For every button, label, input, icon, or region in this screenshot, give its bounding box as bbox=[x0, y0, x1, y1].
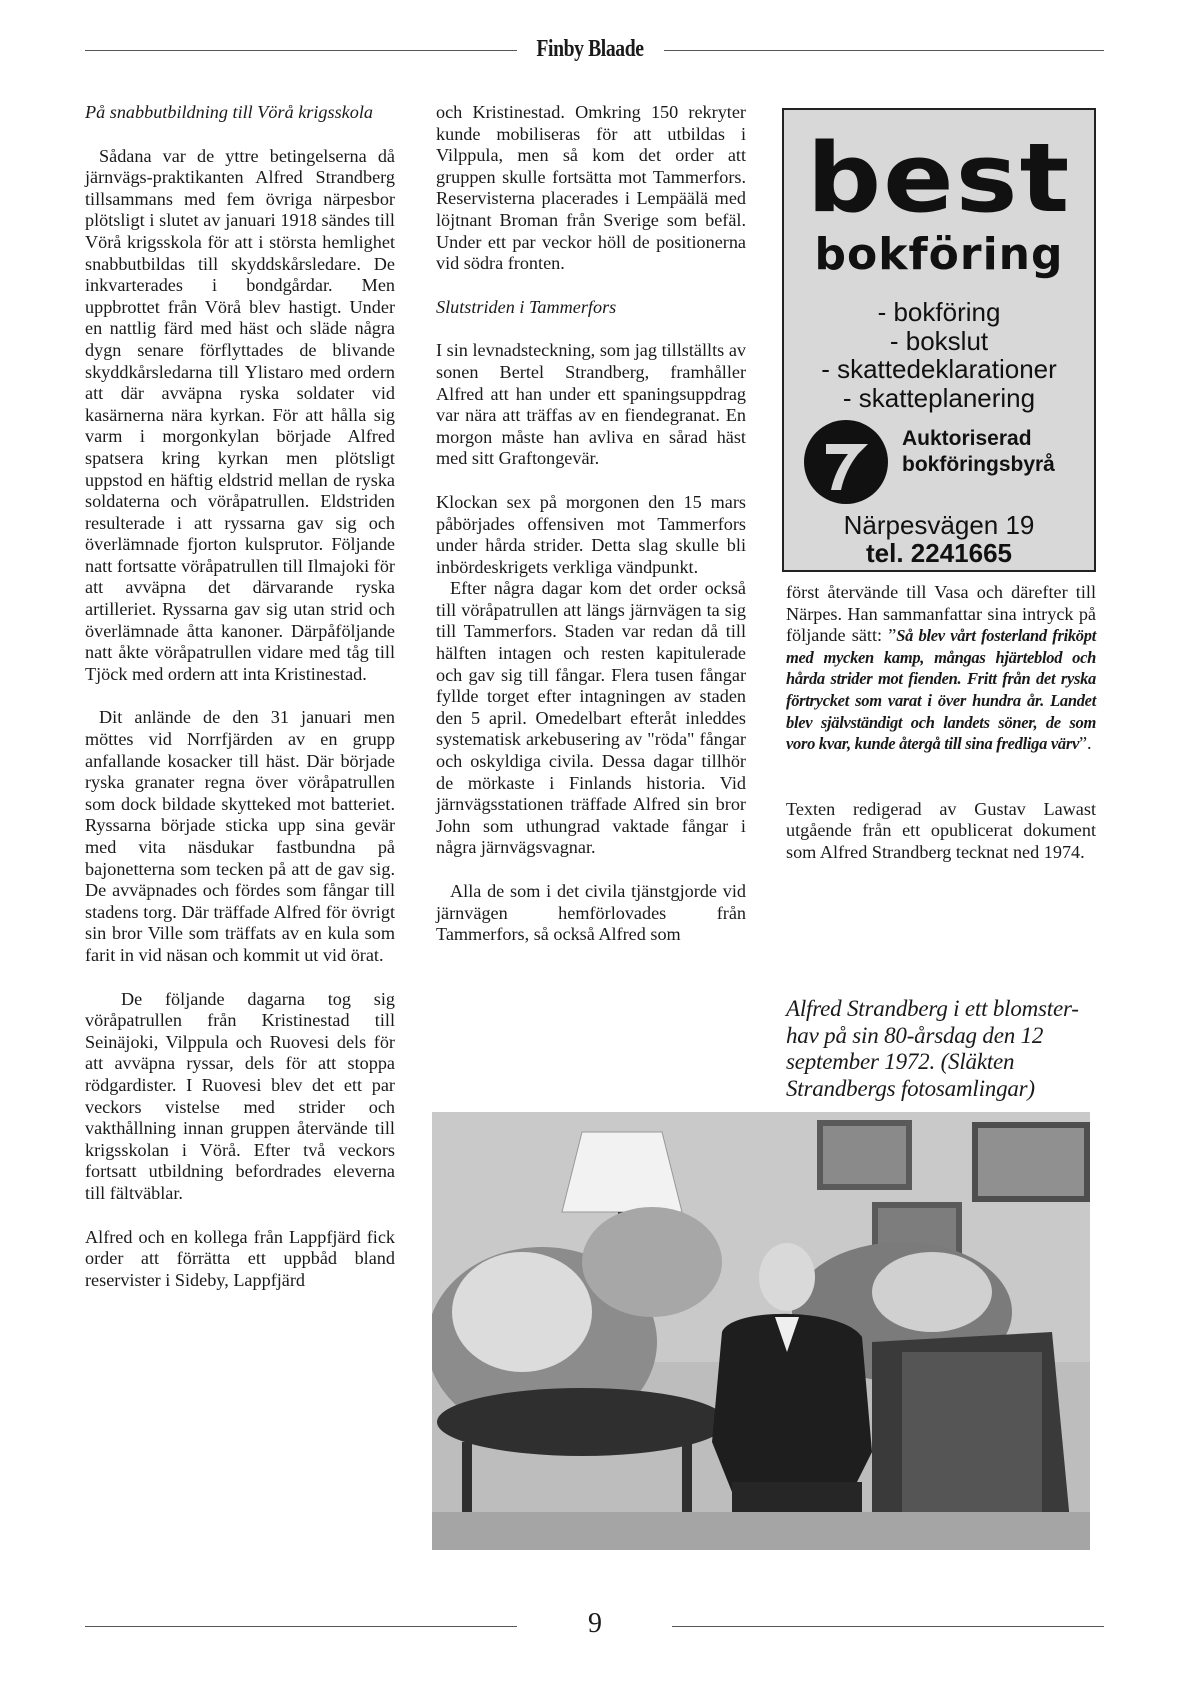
photo-caption: Alfred Strandberg i ett blomster-hav på sin 80-årsdag den 12 september 1972. (Släkten Strandbergs fotosamlingar) bbox=[786, 996, 1079, 1101]
header-rule-left bbox=[85, 50, 517, 51]
paragraph: Klockan sex på morgonen den 15 mars påbörjades offensiven mot Tammerfors under hårda strider. Detta slag skulle bli inbördeskrigets verkliga vändpunkt. bbox=[436, 491, 746, 577]
footer-rule-right bbox=[672, 1626, 1104, 1627]
paragraph: och Kristinestad. Omkring 150 rekryter kunde mobiliseras för att utbildas i Vilppula, men så kom det order att gruppen skulle fortsätta mot Tammerfors. Reservisterna placerades i Lempäälä med löjtnant Broman från Sverige som befäl. Under ett par veckor höll de positionerna vid södra fronten. bbox=[436, 102, 746, 274]
article-column-1 bbox=[85, 102, 395, 1291]
ad-address: Närpesvägen 19 bbox=[843, 510, 1035, 540]
paragraph: Alla de som i det civila tjänstgjorde vid järnvägen hemförlovades från Tammerfors, så också Alfred som bbox=[436, 881, 746, 945]
ad-authorised: Auktoriserad bokföringsbyrå bbox=[902, 427, 1055, 476]
paragraph: Efter några dagar kom det order också till vöråpatrullen att längs järnvägen ta sig till Tammerfors. Staden var redan då till hälften intagen och resten kapitulerade och gav sig till fångar. Flera tusen fångar fyllde torget efter intagningen av staden den 5 april. Omedelbart efteråt inleddes systematisk arkebusering av "röda" fångar och oskyldiga civila. Dessa dagar tillhör de mörkaste i Finlands historia. Vid järnvägsstationen träffade Alfred sin bror John som uthungrad vaktade fångar i några järnvägsvagnar. bbox=[436, 578, 746, 858]
paragraph: Dit anlände de den 31 januari men möttes vid Norrfjärden av en grupp anfallande kosacker till häst. Där började ryska granater regna över vöråpatrullen som dock bildade skytteked mot batteriet. Ryssarna började sticka upp sina gevär med vita näsdukar fastbundna på bajonetterna som tecken på att de gav sig. De avväpnades och fördes som fångar till stadens torg. Där träffade Alfred för övrigt sin bror Ville som träffats av en kula som farit in vid näsan och kommit ut vid örat. bbox=[85, 707, 395, 965]
paragraph: I sin levnadsteckning, som jag tillställts av sonen Bertel Strandberg, framhåller Alfred att han under ett spaningsuppdrag var nära att träffas av en fiendegranat. En morgon måste han avliva en sårad häst med sitt Graftongevär. bbox=[436, 340, 746, 469]
ad-service-item: - bokslut bbox=[889, 325, 989, 356]
ad-contact bbox=[790, 511, 1088, 567]
section-heading-vora: På snabbutbildning till Vörå krigsskola bbox=[85, 102, 373, 122]
birthday-photo bbox=[432, 1112, 1090, 1550]
page-number: 9 bbox=[588, 1608, 602, 1639]
editor-note: Texten redigerad av Gustav Lawast utgående från ett opublicerat dokument som Alfred Strandberg tecknat ned 1974. bbox=[786, 798, 1096, 862]
ad-logo: best bbox=[806, 121, 1072, 235]
advertisement-best-bokforing bbox=[782, 108, 1096, 572]
ad-services bbox=[790, 298, 1088, 412]
ad-subtitle: bokföring bbox=[814, 229, 1064, 280]
publication-title: Finby Blaade bbox=[536, 36, 644, 62]
paragraph: De följande dagarna tog sig vöråpatrullen från Kristinestad till Seinäjoki, Vilppula och Ruovesi dels för att avväpna ryssar, dels för att stoppa rödgardister. I Ruovesi blev det ett par veckors vistelse med strider och vakthållning innan gruppen återvände till krigsskolan i Vörå. Efter två veckors fortsatt utbildning befordrades eleverna till fältväblar. bbox=[85, 988, 395, 1203]
paragraph: Sådana var de yttre betingelserna då järnvägs-praktikanten Alfred Strandberg tillsammans med fem övriga närpesbor plötsligt i slutet av januari 1918 sändes till Vörå krigsskola för att i största hemlighet snabbutbildas till skyddskårsledare. De inkvarterades i bondgårdar. Men uppbrottet från Vörå blev hastigt. Under en nattlig färd med häst och släde några dygn senare förflyttades de blivande skyddkårsledarna till Ylistaro med ordern att där avväpna ryska soldater vid kasärnerna nära kyrkan. För att hålla sig varm i morgonkylan började Alfred spatsera kring kyrkan men plötsligt uppstod en häftig eldstrid mellan de ryska soldaterna och vöråpatrullen. Eldstriden resulterade i att ryssarna gav sig och överlämnade fjorton kulsprutor. Följande natt fortsatte vöråpatrullen till Ilmajoki för att avväpna det därvarande ryska artilleriet. Ryssarna gav sig utan strid och överlämnade åtta kanoner. Därpåföljande natt åkte vöråpatrullen vidare med tåg till Tjöck med ordern att inta Kristinestad. bbox=[85, 145, 395, 684]
paragraph-with-quote: först återvände till Vasa och därefter till Närpes. Han sammanfattar sina intryck på följande sätt: ”Så blev vårt fosterland friköpt med mycken kamp, mångas hjärteblod och hårda strider mot fienden. Fritt från det ryska förtrycket som varat i över hundra år. Landet blev självständigt och landets söner, de som voro kvar, kunde återgå till sina fredliga värv”. bbox=[786, 582, 1096, 754]
ad-service-item: - skatteplanering bbox=[842, 382, 1036, 413]
article-column-3 bbox=[786, 582, 1096, 864]
header-rule-right bbox=[664, 50, 1104, 51]
article-column-2 bbox=[436, 102, 746, 946]
accountant-seal-icon bbox=[804, 420, 888, 504]
footer-rule-left bbox=[85, 1626, 517, 1627]
ad-service-item: - bokföring bbox=[877, 297, 1001, 327]
section-heading-tammerfors: Slutstriden i Tammerfors bbox=[436, 296, 617, 317]
paragraph: Alfred och en kollega från Lappfjärd fick order att förrätta ett uppbåd bland reservister i Sideby, Lappfjärd bbox=[85, 1226, 395, 1290]
ad-service-item: - skattedeklarationer bbox=[821, 354, 1057, 384]
quote: Så blev vårt fosterland friköpt med mycken kamp, mångas hjärteblod och hårda strider mot fienden. Fritt från det ryska förtrycket som varat i över hundra år. Landet blev självständigt och landets söner, de som voro kvar, kunde återgå till sina fredliga värv bbox=[786, 626, 1096, 754]
ad-phone: tel. 2241665 bbox=[865, 538, 1012, 568]
